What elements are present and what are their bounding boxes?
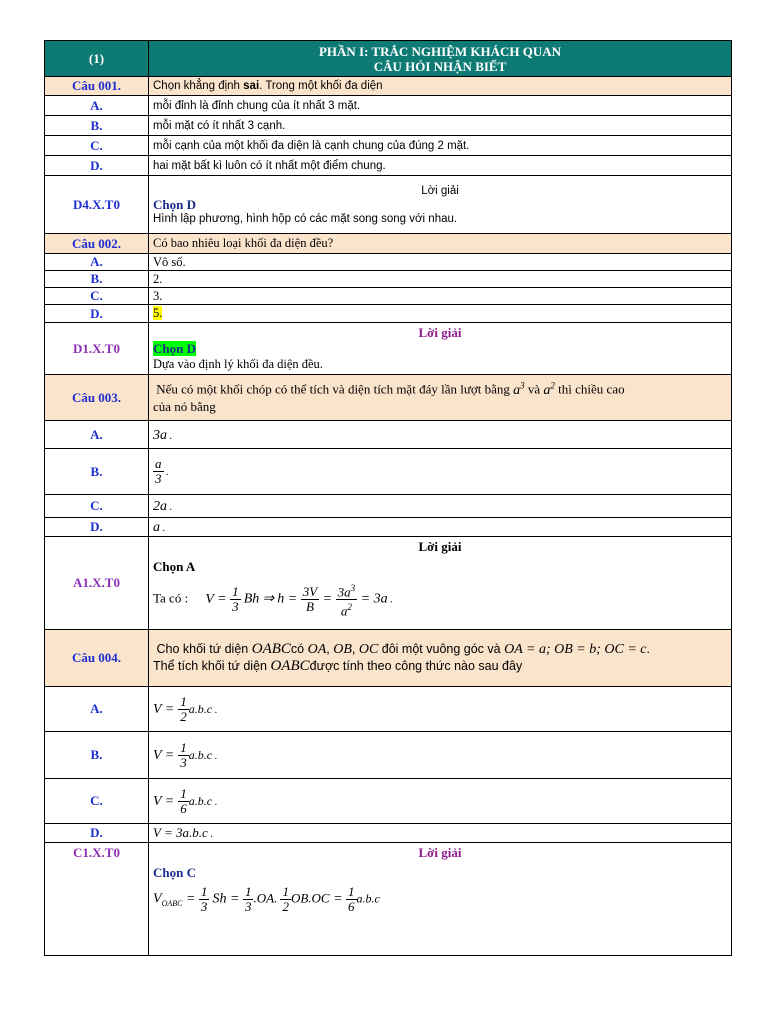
math-exp: 3 (520, 380, 525, 391)
chosen-answer: Chọn D (153, 341, 196, 356)
solution-cell (149, 537, 732, 630)
math-var: V = (153, 747, 175, 763)
option-row (45, 421, 732, 449)
option-row (45, 271, 732, 288)
option-row (45, 518, 732, 537)
stem-text: Chọn khẳng định (153, 80, 244, 92)
math-exp: 2 (347, 602, 352, 613)
math-var: a.b.c (356, 891, 380, 906)
question-stem: Có bao nhiêu loại khối đa diện đều? (149, 234, 732, 254)
numerator: 1 (180, 693, 187, 709)
denominator: 6 (180, 800, 187, 816)
option-row (45, 732, 732, 779)
option-row (45, 156, 732, 176)
option-text: 3a . (149, 421, 732, 449)
numerator: 1 (232, 584, 239, 600)
math-var: a.b.c (188, 747, 213, 762)
math-expr: a (153, 520, 160, 535)
math-sub: OABC (161, 898, 183, 908)
math-var: OABC (251, 641, 291, 657)
numerator (336, 581, 358, 600)
option-text: a . (149, 518, 732, 537)
stem-text: đôi một vuông góc và (381, 642, 501, 656)
option-text (149, 305, 732, 323)
solution-row (45, 323, 732, 375)
math-var: V = (153, 793, 175, 809)
math-expr: 3a (153, 427, 167, 443)
denominator: 3 (200, 899, 208, 914)
answer-code: D4.X.T0 (45, 176, 149, 234)
question-stem (149, 375, 732, 421)
answer-code: D1.X.T0 (45, 323, 149, 375)
option-text: mỗi mặt có ít nhất 3 cạnh. (149, 116, 732, 136)
chosen-answer: Chọn D (153, 196, 196, 212)
math-var: V = (153, 701, 175, 717)
option-row (45, 495, 732, 518)
fraction (243, 885, 254, 914)
option-text: 2. (149, 271, 732, 288)
option-label: C. (45, 779, 149, 824)
math-var: OB (333, 642, 352, 657)
solution-row (45, 176, 732, 234)
numerator: 1 (348, 884, 355, 899)
math-var: OC (358, 642, 379, 657)
numerator: a (155, 456, 162, 471)
numerator: 3V (302, 584, 318, 600)
option-label: A. (45, 421, 149, 449)
stem-text: thì chiều cao (558, 381, 625, 397)
option-row (45, 254, 732, 271)
math-var: .OA. (253, 890, 278, 906)
fraction (199, 885, 210, 914)
question-row (45, 375, 732, 421)
math-var: a (543, 382, 551, 398)
solution-row (45, 843, 732, 956)
option-label: D. (45, 824, 149, 843)
question-label: Câu 003. (45, 375, 149, 421)
question-stem: Cho khối tứ diện OABCcó OA, OB, OC đôi một vuông góc và OA = a; OB = b; OC = c. Thể tích khối tứ diện OABCđược tính theo công thức nào sau đây (149, 630, 732, 687)
solution-title: Lời giải (418, 539, 462, 554)
denominator (336, 600, 358, 618)
option-row (45, 305, 732, 323)
stem-text: có (290, 642, 305, 656)
stem-bold: sai (243, 80, 260, 92)
header-title (149, 41, 732, 77)
math-expr: 2a (153, 499, 167, 514)
stem-text: . Trong một khối đa diện (259, 80, 383, 92)
math-result: 3a (373, 591, 388, 607)
numerator: 1 (244, 884, 252, 899)
option-label: D. (45, 156, 149, 176)
numerator: 1 (282, 884, 289, 899)
question-stem (149, 77, 732, 96)
fraction (153, 457, 164, 486)
math-var: a.b.c (188, 701, 213, 716)
math-var: OABC (270, 658, 310, 674)
option-label: C. (45, 136, 149, 156)
option-text: $\frac{a}{3}$ . (149, 449, 732, 495)
option-text: 2a . (149, 495, 732, 518)
option-label: B. (45, 449, 149, 495)
denominator-text: a (340, 603, 348, 619)
fraction (230, 585, 241, 614)
numerator-text: 3a (337, 584, 351, 600)
question-label: Câu 004. (45, 630, 149, 687)
stem-text: Thể tích khối tứ diện (153, 659, 267, 673)
fraction (336, 581, 358, 619)
numerator: 1 (180, 785, 187, 801)
question-row (45, 630, 732, 687)
option-label: B. (45, 116, 149, 136)
question-label: Câu 001. (45, 77, 149, 96)
chosen-answer: Chọn C (153, 865, 196, 880)
option-label: C. (45, 495, 149, 518)
option-label: A. (45, 96, 149, 116)
denominator: 3 (244, 899, 252, 914)
math-var: Sh (212, 891, 227, 907)
question-table (44, 40, 732, 956)
math-var: OB.OC (290, 890, 330, 906)
math-var: a (513, 382, 521, 398)
fraction (178, 741, 189, 770)
numerator: 1 (200, 884, 208, 899)
solution-row (45, 537, 732, 630)
math-a3 (513, 380, 525, 398)
fraction (280, 885, 291, 914)
answer-highlight: 5. (153, 306, 163, 320)
fraction (301, 585, 319, 614)
solution-explain: Dựa vào định lý khối đa diện đều. (153, 357, 323, 371)
fraction (178, 695, 189, 724)
option-label: A. (45, 254, 149, 271)
header-col1: (1) (45, 41, 149, 77)
option-label: B. (45, 732, 149, 779)
stem-text: Cho khối tứ diện (156, 642, 249, 656)
math-var: h (277, 591, 285, 607)
option-label: C. (45, 288, 149, 305)
math-exp: 2 (550, 380, 555, 391)
math-var: Bh (243, 591, 260, 607)
option-text: 3. (149, 288, 732, 305)
option-row (45, 779, 732, 824)
solution-cell (149, 323, 732, 375)
answer-code: C1.X.T0 (45, 843, 149, 956)
stem-text: được tính theo công thức nào sau đây (309, 659, 523, 673)
solution-explain: Hình lập phương, hình hộp có các mặt song song với nhau. (153, 212, 458, 225)
question-row (45, 77, 732, 96)
option-label: D. (45, 305, 149, 323)
header-title-1: PHẦN I: TRẮC NGHIỆM KHÁCH QUAN (318, 43, 562, 59)
stem-text: và (527, 381, 541, 397)
option-text: mỗi cạnh của một khối đa diện là cạnh chung của đúng 2 mặt. (149, 136, 732, 156)
option-text: V = $\frac{1}{3}$ a.b.c . (149, 732, 732, 779)
fraction (346, 885, 357, 914)
solution-cell (149, 176, 732, 234)
question-row (45, 234, 732, 254)
denominator: 3 (180, 754, 187, 770)
denominator: B (305, 599, 314, 615)
math-var: V (153, 891, 162, 907)
header-title-2: CÂU HỎI NHẬN BIẾT (373, 58, 507, 74)
math-var: a.b.c (188, 793, 213, 808)
taco-text: Ta có : (153, 590, 189, 606)
denominator: 2 (180, 708, 187, 724)
solution-cell (149, 843, 732, 956)
option-text: mỗi đỉnh là đỉnh chung của ít nhất 3 mặt. (149, 96, 732, 116)
math-condition: OA = a; OB = b; OC = c (504, 642, 647, 657)
option-row (45, 449, 732, 495)
solution-equation: Ta có : V = $\frac{1}{3}$ Bh ⇒ h = $\frac{3V}{B}$ = $\frac{3a^3}{a^2}$ = 3a . (153, 583, 393, 619)
option-row (45, 116, 732, 136)
option-text: Vô số. (149, 254, 732, 271)
denominator: 6 (348, 899, 355, 914)
header-row (45, 41, 732, 77)
option-text: V = $\frac{1}{6}$ a.b.c . (149, 779, 732, 824)
option-text: V = 3a.b.c . (149, 824, 732, 843)
stem-text: của nó bằng (153, 398, 216, 414)
math-expr: V = 3a.b.c (153, 825, 208, 840)
option-label: B. (45, 271, 149, 288)
question-label: Câu 002. (45, 234, 149, 254)
solution-title: Lời giải (418, 325, 462, 340)
math-var: V (205, 591, 214, 607)
math-exp: 3 (350, 583, 356, 593)
denominator: 2 (282, 899, 289, 914)
solution-title: Lời giải (418, 845, 462, 860)
denominator: 3 (232, 599, 239, 615)
option-row (45, 824, 732, 843)
math-var: OA (307, 642, 327, 657)
chosen-answer: Chọn A (153, 559, 196, 574)
option-row (45, 96, 732, 116)
arrow-icon: ⇒ (262, 591, 275, 607)
option-label: A. (45, 687, 149, 732)
option-text: hai mặt bất kì luôn có ít nhất một điểm chung. (149, 156, 732, 176)
solution-title: Lời giải (421, 184, 459, 197)
option-text: V = $\frac{1}{2}$ a.b.c . (149, 687, 732, 732)
stem-text: Nếu có một khối chóp có thể tích và diện tích mặt đáy lần lượt bằng (156, 381, 510, 397)
math-a2 (543, 380, 555, 398)
option-row (45, 136, 732, 156)
solution-equation: $V_{OABC}$ = $\frac{1}{3}$ Sh = $\frac{1}{3}$ .OA. $\frac{1}{2}$ OB.OC = $\frac{1}{6}$ a.b.c (153, 884, 380, 914)
answer-code: A1.X.T0 (45, 537, 149, 630)
option-row (45, 687, 732, 732)
denominator: 3 (155, 471, 162, 486)
fraction (178, 787, 189, 816)
numerator: 1 (180, 739, 187, 755)
option-label: D. (45, 518, 149, 537)
option-row (45, 288, 732, 305)
